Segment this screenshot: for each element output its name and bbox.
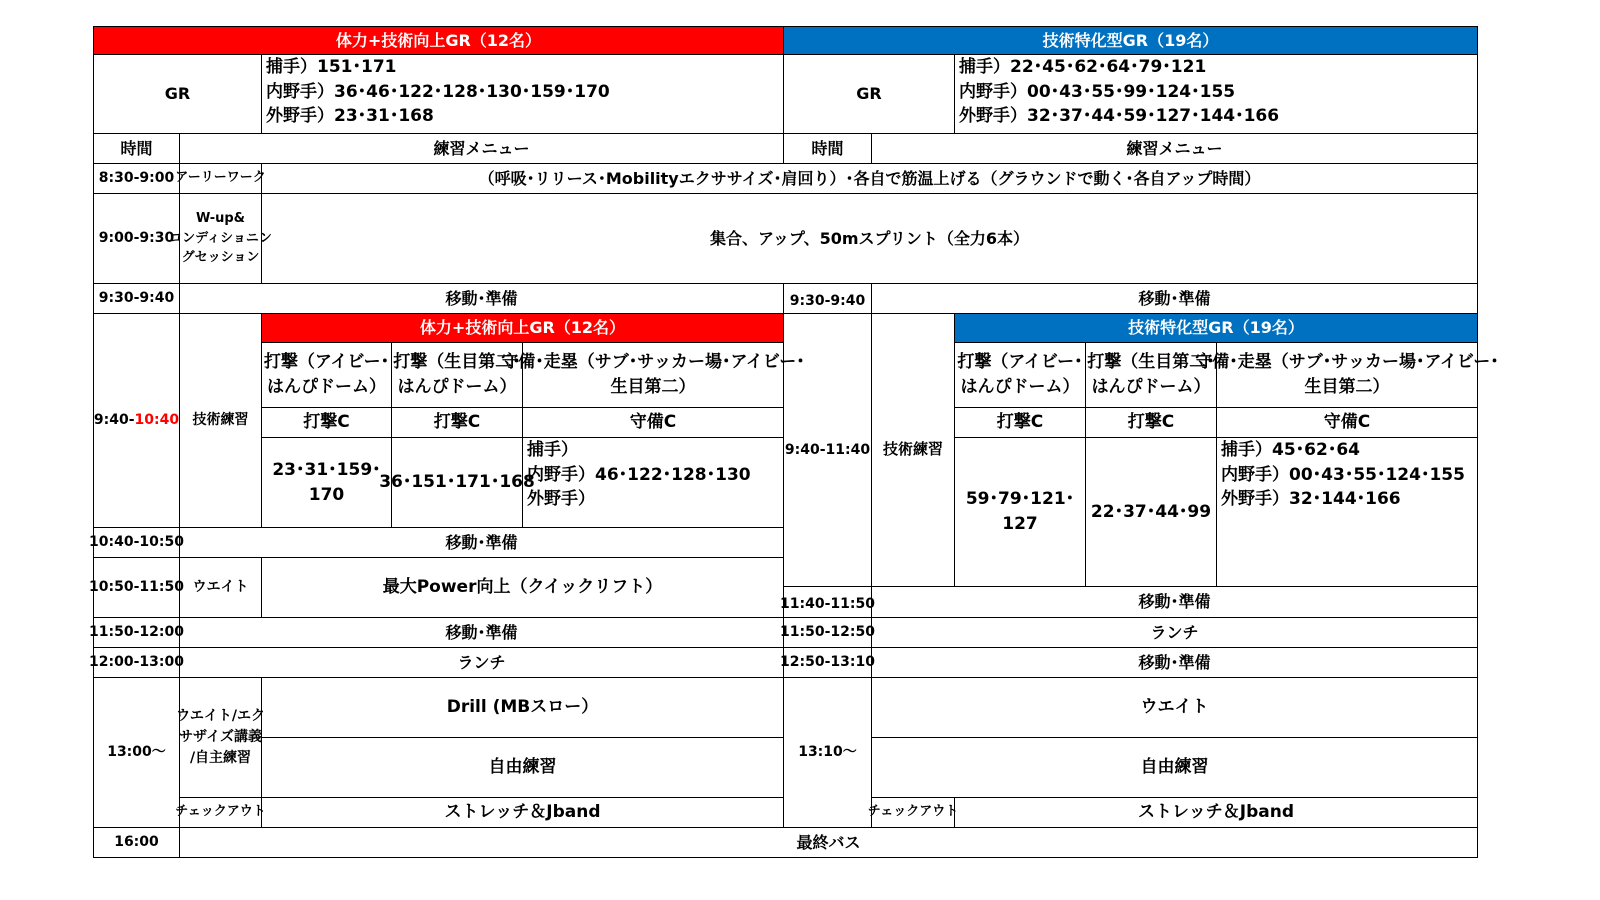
a-move2-time: 10:40-10:50 [93,527,180,558]
wup-label [169,193,272,284]
tech-a-time-start: 9:40- [93,412,135,429]
move1-time-b: 9:30-9:40 [783,283,872,314]
early-content: （呼吸･リリース･Mobilityエクササイズ･肩回り）･各自で筋温上げる（グラウンドで動く･各自アップ時間） [261,163,1478,194]
a-weight-content: 最大Power向上（クイックリフト） [261,557,784,618]
tech-b-coach3: 守備C [1216,407,1478,438]
tech-a-players2: 36･151･171･168 [391,437,523,528]
tech-a-time-end: 10:40 [134,412,180,429]
tech-b-col3-header [1195,342,1499,408]
header-menu-a: 練習メニュー [179,133,784,164]
move1-text-a: 移動･準備 [179,283,784,314]
col-header-line: 生目第二） [1304,377,1390,397]
players-line: 23･31･159･ [272,459,381,480]
col-header-line: はんぴドーム） [1091,377,1211,397]
a-checkout-label: チェックアウト [179,797,262,828]
a-move3-text: 移動･準備 [179,617,784,648]
tech-b-group-title: 技術特化型GR（19名） [954,313,1478,343]
tech-b-time: 9:40-11:40 [783,313,872,587]
a-lunch-text: ランチ [179,647,784,678]
group-b-title: 技術特化型GR（19名） [783,26,1478,55]
header-time-b: 時間 [783,133,872,164]
col-header-line: 生目第二） [610,377,696,397]
tech-a-time [93,313,180,528]
b-lunch-time: 11:50-12:50 [783,617,872,648]
players-line: 内野手）00･43･55･124･155 [1221,464,1465,485]
member-line: 外野手）32･37･44･59･127･144･166 [959,106,1280,127]
pm-label-line: サザイズ講義 [179,729,262,745]
pm-label-line: ウエイト/エク [175,708,266,724]
member-line: 内野手）36･46･122･128･130･159･170 [266,81,610,102]
b-pm-weight: ウエイト [871,677,1478,738]
tech-b-players3 [1216,437,1478,587]
early-label: アーリーワーク [179,163,262,194]
col-header-line: 打撃（生目第二･ [1087,352,1215,373]
group-b-members [954,54,1478,134]
tech-a-group-title: 体力+技術向上GR（12名） [261,313,784,343]
players-line: 外野手） [527,489,595,510]
col-header-line: 打撃（アイビー･ [957,352,1083,373]
tech-b-label: 技術練習 [871,313,955,587]
col-header-line: 打撃（生目第二･ [393,352,521,373]
tech-a-coach1: 打撃C [261,407,392,438]
group-a-gr-label: GR [93,54,262,134]
early-time: 8:30-9:00 [93,163,180,194]
a-checkout: ストレッチ＆Jband [261,797,784,828]
a-pm-label [175,677,266,798]
group-b-gr-label: GR [783,54,955,134]
a-move2-text: 移動･準備 [179,527,784,558]
b-move3-text: 移動･準備 [871,647,1478,678]
col-header-line: 守備･走塁（サブ･サッカー場･アイビー･ [501,352,805,373]
players-line: 127 [1002,514,1038,534]
end-time: 16:00 [93,827,180,858]
member-line: 外野手）23･31･168 [266,106,434,127]
b-move2-text: 移動･準備 [871,586,1478,618]
tech-a-col1-header [261,342,392,408]
move1-time-a: 9:30-9:40 [93,283,180,314]
b-pm-self: 自由練習 [871,737,1478,798]
players-line: 捕手） [527,440,578,460]
member-line: 捕手）22･45･62･64･79･121 [959,57,1207,77]
end-text: 最終バス [179,827,1478,858]
a-move3-time: 11:50-12:00 [93,617,180,648]
a-pm-time: 13:00～ [93,677,180,828]
col-header-line: はんぴドーム） [397,377,517,397]
tech-a-coach2: 打撃C [391,407,523,438]
a-pm-drill: Drill (MBスロー） [261,677,784,738]
b-lunch-text: ランチ [871,617,1478,648]
players-line: 外野手）32･144･166 [1221,489,1401,510]
col-header-line: はんぴドーム） [960,377,1080,397]
a-weight-label: ウエイト [179,557,262,618]
header-time-a: 時間 [93,133,180,164]
tech-a-players1 [261,437,392,528]
member-line: 内野手）00･43･55･99･124･155 [959,81,1236,102]
tech-a-players3 [522,437,784,528]
col-header-line: 打撃（アイビー･ [263,352,390,373]
a-pm-self: 自由練習 [261,737,784,798]
b-move3-time: 12:50-13:10 [783,647,872,678]
tech-a-col3-header [501,342,805,408]
b-checkout: ストレッチ＆Jband [954,797,1478,828]
tech-b-coach2: 打撃C [1085,407,1217,438]
a-lunch-time: 12:00-13:00 [93,647,180,678]
b-pm-time: 13:10～ [783,677,872,828]
col-header-line: はんぴドーム） [267,377,386,397]
tech-b-players1 [954,437,1086,587]
tech-b-coach1: 打撃C [954,407,1086,438]
wup-label-line: グセッション [181,250,260,266]
b-move2-time: 11:40-11:50 [783,586,872,618]
group-a-members [261,54,784,134]
players-line: 59･79･121･ [965,489,1075,510]
group-a-title: 体力+技術向上GR（12名） [93,26,784,55]
wup-content: 集合、アップ、50mスプリント（全力6本） [261,193,1478,284]
col-header-line: 守備･走塁（サブ･サッカー場･アイビー･ [1195,352,1499,373]
players-line: 捕手）45･62･64 [1221,440,1360,460]
players-line: 内野手）46･122･128･130 [527,464,751,485]
tech-a-coach3: 守備C [522,407,784,438]
b-checkout-label: チェックアウト [871,797,955,828]
pm-label-line: /自主練習 [189,750,252,766]
wup-time: 9:00-9:30 [93,193,180,284]
tech-a-label: 技術練習 [179,313,262,528]
players-line: 170 [308,484,345,505]
a-weight-time: 10:50-11:50 [93,557,180,618]
wup-label-line: コンディショニン [169,230,272,246]
move1-text-b: 移動･準備 [871,283,1478,314]
header-menu-b: 練習メニュー [871,133,1478,164]
tech-b-players2: 22･37･44･99 [1085,437,1217,587]
tech-b-col1-header [954,342,1086,408]
wup-label-line: W-up& [195,211,246,227]
member-line: 捕手）151･171 [266,57,397,77]
